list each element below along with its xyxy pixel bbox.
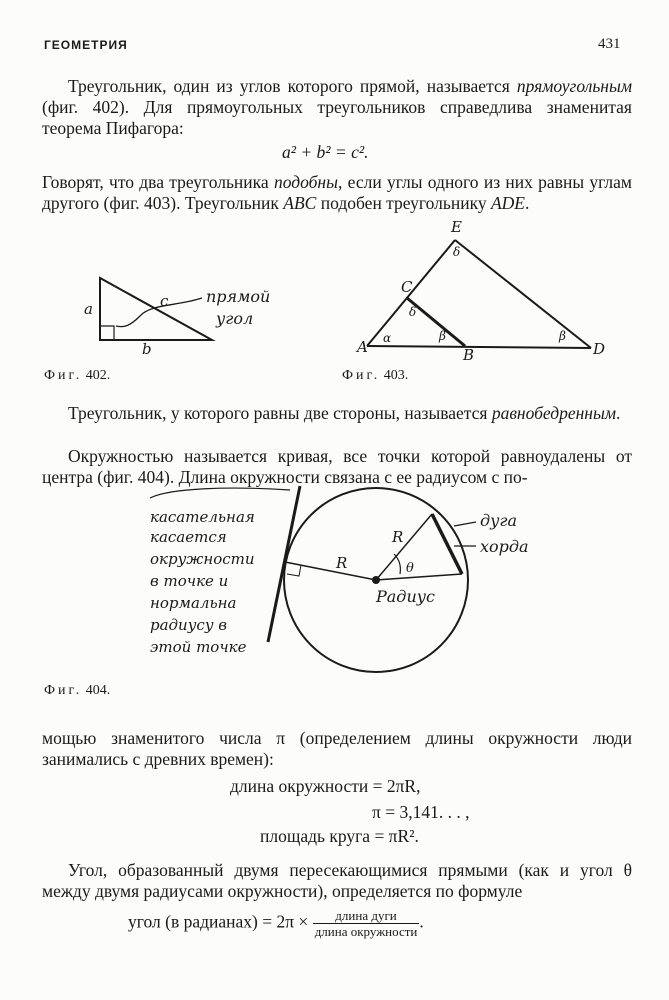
angle-fraction: $\frac{\text{длина дуги}}{\text{длина окружности}}$ xyxy=(314,908,418,939)
label-R-horizontal: R xyxy=(336,554,348,572)
label-chord: хорда xyxy=(480,537,529,556)
paragraph-circle: Окружностью называется кривая, все точки которой равноудалены от центра (фиг. 404). Длина окружности связана с ее радиусом с по- xyxy=(42,446,632,487)
label-C: C xyxy=(401,278,413,296)
caption-404: Фиг. 404. xyxy=(44,683,111,698)
side-AD xyxy=(367,346,591,348)
tangent-note-line3: окружности xyxy=(150,550,255,568)
right-triangle-shape xyxy=(100,278,212,340)
tangent-note-line7: этой точке xyxy=(150,638,247,656)
angle-beta-large: β xyxy=(559,329,566,343)
angle-delta-small: δ xyxy=(409,305,417,319)
side-ED xyxy=(455,240,591,348)
paragraph-isosceles: Треугольник, у которого равны две стороны, называется равнобедренным. xyxy=(68,403,621,423)
tangent-note-line1: касательная xyxy=(150,508,255,526)
label-b: b xyxy=(142,340,152,358)
figure-404 xyxy=(110,484,570,684)
label-c: c xyxy=(160,292,169,310)
figure-403 xyxy=(355,220,625,365)
angle-beta-small: β xyxy=(439,329,446,343)
caption-403: Фиг. 403. xyxy=(342,368,409,383)
paragraph-similar-triangles: Говорят, что два треугольника подобны, если углы одного из них равны углам другого (фиг. 403). Треугольник ABC подобен треугольнику ADE. xyxy=(42,172,632,213)
pythagoras-formula: a² + b² = c². xyxy=(282,142,369,162)
formula-pi: π = 3,141. . . , xyxy=(372,802,470,822)
label-B: B xyxy=(463,346,475,364)
paragraph-right-triangle: Треугольник, один из углов которого прямой, называется прямоугольным (фиг. 402). Для прямоугольных треугольников справедлива знаменитая теорема Пифагора: xyxy=(42,76,632,138)
label-E: E xyxy=(451,220,462,236)
tangent-note-line5: нормальна xyxy=(150,594,237,612)
radius-lower xyxy=(376,574,462,580)
tangent-note-line4: в точке и xyxy=(150,572,229,590)
center-point xyxy=(372,576,380,584)
label-a: a xyxy=(84,300,93,318)
formula-area: площадь круга = πR². xyxy=(260,826,419,846)
caption-402: Фиг. 402. xyxy=(44,368,111,383)
tangent-note-pointer xyxy=(150,488,290,498)
note-right-angle-line2: угол xyxy=(216,309,254,328)
formula-angle: угол (в радианах) = 2π × $\frac{\text{длина дуги}}{\text{длина окружности}}$ . xyxy=(128,908,424,939)
right-angle-mark xyxy=(100,326,114,340)
radius-upper xyxy=(376,514,432,580)
note-right-angle-line1: прямой xyxy=(206,287,271,306)
running-header: ГЕОМЕТРИЯ xyxy=(44,38,128,52)
label-arc: дуга xyxy=(480,511,518,530)
arc-pointer xyxy=(454,522,476,526)
tangent-right-angle-mark xyxy=(287,565,301,576)
formula-circumference: длина окружности = 2πR, xyxy=(230,776,421,796)
radius-horizontal xyxy=(285,562,376,580)
tangent-note-line2: касается xyxy=(150,528,227,546)
label-theta: θ xyxy=(406,561,414,576)
label-D: D xyxy=(593,340,606,358)
paragraph-angle: Угол, образованный двумя пересекающимися прямыми (как и угол θ между двумя радиусами окружности), определяется по формуле xyxy=(42,860,632,901)
label-radius: Радиус xyxy=(376,587,435,606)
figure-402 xyxy=(70,270,320,360)
paragraph-pi: мощью знаменитого числа π (определением длины окружности люди занимались с древних времен): xyxy=(42,728,632,769)
angle-alpha: α xyxy=(383,331,392,345)
label-R-upper: R xyxy=(392,528,404,546)
tangent-note-line6: радиусу в xyxy=(150,616,228,634)
angle-delta-large: δ xyxy=(453,245,461,259)
page-number: 431 xyxy=(598,36,621,52)
label-A: A xyxy=(357,338,368,356)
pointer-arrow xyxy=(116,298,202,327)
